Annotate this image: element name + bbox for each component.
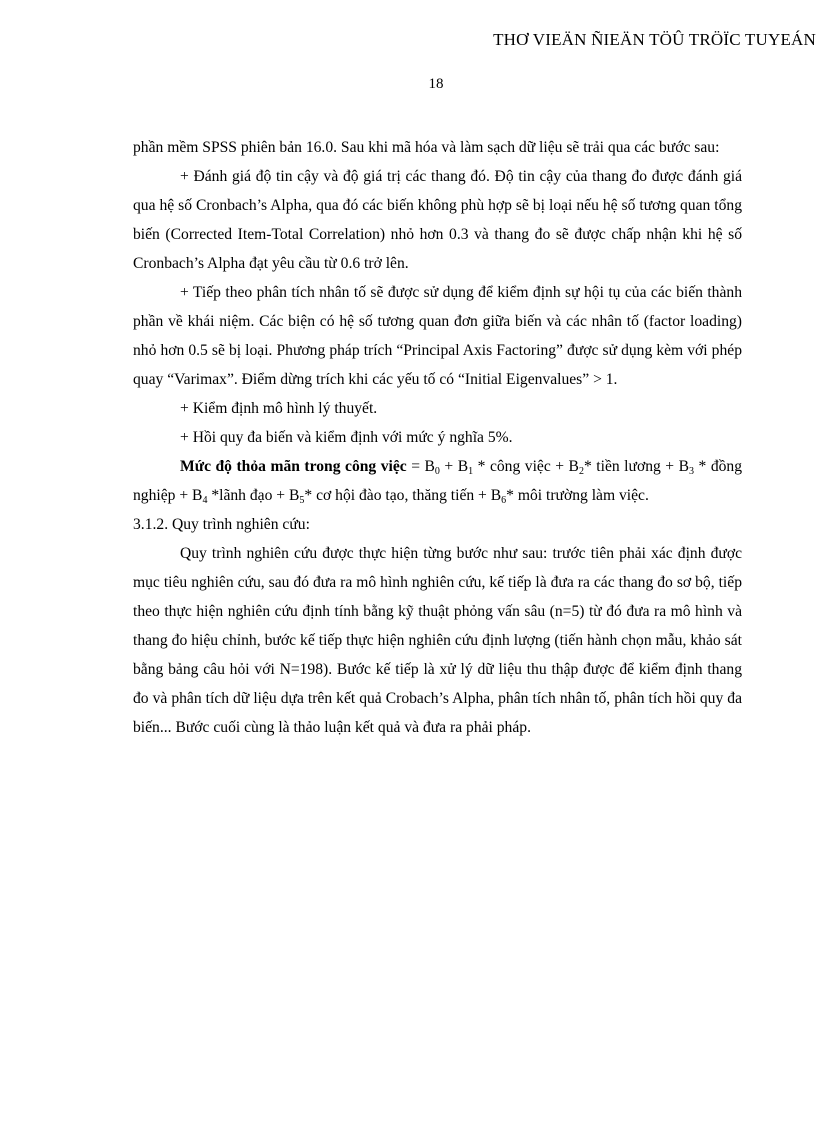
formula-subscript: 6 (501, 495, 507, 506)
formula-text: * cơ hội đào tạo, thăng tiến + B (304, 487, 502, 504)
section-heading: 3.1.2. Quy trình nghiên cứu: (133, 516, 310, 533)
formula-subscript: 3 (689, 466, 694, 477)
formula-text: = B (406, 458, 435, 475)
paragraph-reliability: + Đánh giá độ tin cậy và độ giá trị các thang đó. Độ tin cậy của thang đo được đánh giá qua hệ số Cronbach’s Alpha, qua đó các biến không phù hợp sẽ bị loại nếu hệ số tương quan tổng biến (Corrected Item-Total Correlation) nhỏ hơn 0.3 và thang đo sẽ được chấp nhận khi hệ số Cronbach’s Alpha đạt yêu cầu từ 0.6 trở lên. (133, 168, 742, 272)
paragraph-model-test: + Kiểm định mô hình lý thuyết. (180, 400, 378, 417)
regression-formula (133, 452, 742, 510)
formula-subscript: 4 (202, 495, 208, 506)
formula-label: Mức độ thỏa mãn trong công việc (180, 458, 407, 475)
formula-subscript: 0 (434, 466, 440, 477)
formula-text: * tiền lương + B (583, 458, 689, 475)
formula-subscript: 5 (299, 495, 305, 506)
formula-text: * công việc + B (473, 458, 579, 475)
paragraph-research-process: Quy trình nghiên cứu được thực hiện từng bước như sau: trước tiên phải xác định được mục tiêu nghiên cứu, sau đó đưa ra mô hình nghiên cứu, kế tiếp là đưa ra các thang đo sơ bộ, tiếp theo thực hiện nghiên cứu định tính bằng kỹ thuật phỏng vấn sâu (n=5) từ đó đưa ra mô hình và thang đo hiệu chỉnh, bước kế tiếp thực hiện nghiên cứu định lượng (tiến hành chọn mẫu, khảo sát bằng bảng câu hỏi với N=198). Bước kế tiếp là xử lý dữ liệu thu thập được để kiểm định thang đo và phân tích dữ liệu dựa trên kết quả Crobach’s Alpha, phân tích nhân tố, phân tích hồi quy đa biến... Bước cuối cùng là thảo luận kết quả và đưa ra phải pháp. (133, 545, 742, 736)
formula-text: *lãnh đạo + B (207, 487, 300, 504)
paragraph-spss: phần mềm SPSS phiên bản 16.0. Sau khi mã hóa và làm sạch dữ liệu sẽ trải qua các bước sau: (133, 139, 720, 156)
paragraph-factor-analysis: + Tiếp theo phân tích nhân tố sẽ được sử dụng để kiểm định sự hội tụ của các biến thành phần về khái niệm. Các biện có hệ số tương quan đơn giữa biến và các nhân tố (factor loading) nhỏ hơn 0.5 sẽ bị loại. Phương pháp trích “Principal Axis Factoring” được sử dụng kèm với phép quay “Varimax”. Điểm dừng trích khi các yếu tố có “Initial Eigenvalues” > 1. (133, 284, 742, 388)
paragraph-regression: + Hồi quy đa biến và kiểm định với mức ý nghĩa 5%. (180, 429, 513, 446)
formula-subscript: 1 (468, 466, 474, 477)
formula-subscript: 2 (578, 466, 584, 477)
formula-text: * đồng nghiệp + B (133, 458, 742, 504)
formula-text: + B (439, 458, 469, 475)
document-body (133, 133, 742, 742)
header-title: THƠ VIEÄN ÑIEÄN TÖÛ TRÖÏC TUYEÁN (493, 30, 816, 49)
formula-text: * môi trường làm việc. (506, 487, 649, 504)
page-number: 18 (428, 76, 444, 92)
